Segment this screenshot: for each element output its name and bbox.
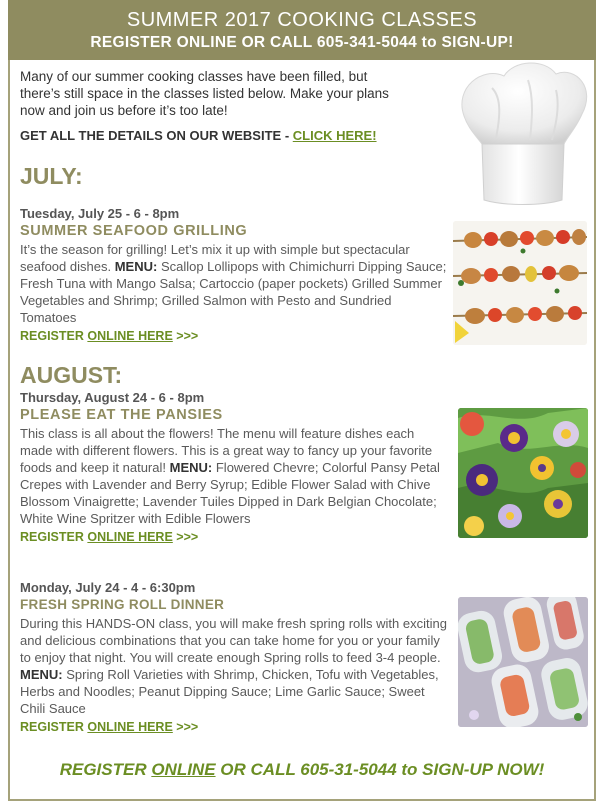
details-prefix: GET ALL THE DETAILS ON OUR WEBSITE - <box>20 128 293 143</box>
event-description <box>20 425 450 527</box>
footer-online-link[interactable]: ONLINE <box>151 760 216 779</box>
fresh-spring-rolls-image <box>458 597 588 727</box>
event-description <box>20 241 450 326</box>
header-subtitle: REGISTER ONLINE OR CALL 605-341-5044 to SIGN-UP! <box>90 34 514 51</box>
register-prefix: REGISTER <box>20 530 88 544</box>
register-link[interactable] <box>20 719 450 735</box>
register-arrows: >>> <box>172 329 199 343</box>
header-title: SUMMER 2017 COOKING CLASSES <box>126 9 478 31</box>
footer-suffix: OR CALL 605-31-5044 to SIGN-UP NOW! <box>215 760 545 779</box>
register-arrows: >>> <box>172 530 199 544</box>
chef-hat-image <box>452 58 592 208</box>
menu-text: Scallop Lollipops with Chimichurri Dipping Sauce; Fresh Tuna with Mango Salsa; Cartoccio (paper pockets) Grilled Summer Vegetables and Shrimp; Grilled Salmon with Pesto and Sundried Tomatoes <box>20 259 447 325</box>
register-prefix: REGISTER <box>20 720 88 734</box>
menu-label: MENU: <box>20 667 63 682</box>
footer-prefix: REGISTER <box>59 760 152 779</box>
event-fresh-spring-roll-dinner <box>20 580 450 735</box>
menu-text: Flowered Chevre; Colorful Pansy Petal Crepes with Lavender and Berry Syrup; Edible Flower Salad with Chive Blossom Vinaigrette; Lavender Tuiles Dipped in Dark Belgian Chocolate; White Wine Spritzer with Edible Flowers <box>20 460 440 526</box>
menu-text: Spring Roll Varieties with Shrimp, Chicken, Tofu with Vegetables, Herbs and Noodles; Peanut Dipping Sauce; Lime Garlic Sauce; Sweet Chili Sauce <box>20 667 439 716</box>
event-description-text: It’s the season for grilling! Let’s mix it up with simple but spectacular seafood dishes. <box>20 242 410 274</box>
event-please-eat-the-pansies <box>20 390 450 545</box>
event-description-text: This class is all about the flowers! The menu will feature dishes each made with different flowers. This is a great way to fancy up your favorite foods and keep it natural! <box>20 426 433 475</box>
register-online-here-link[interactable]: ONLINE HERE <box>87 720 173 734</box>
event-title: FRESH SPRING ROLL DINNER <box>20 597 225 612</box>
register-prefix: REGISTER <box>20 329 88 343</box>
event-date: Thursday, August 24 - 6 - 8pm <box>20 390 205 405</box>
register-arrows: >>> <box>172 720 199 734</box>
event-date: Tuesday, July 25 - 6 - 8pm <box>20 206 180 221</box>
intro-text: Many of our summer cooking classes have been filled, but there’s still space in the classes listed below. Make your plans now and join us before it’s too late! <box>20 69 389 118</box>
footer-register-banner <box>8 760 596 780</box>
register-online-here-link[interactable]: ONLINE HERE <box>87 329 173 343</box>
click-here-link[interactable]: CLICK HERE! <box>292 128 377 143</box>
website-details-line <box>20 128 377 143</box>
event-title: SUMMER SEAFOOD GRILLING <box>20 223 248 239</box>
event-summer-seafood-grilling <box>20 206 450 344</box>
event-date: Monday, July 24 - 4 - 6:30pm <box>20 580 196 595</box>
register-online-here-link[interactable]: ONLINE HERE <box>87 530 173 544</box>
month-july-heading: JULY: <box>20 163 83 189</box>
header-banner <box>8 0 596 60</box>
edible-flower-salad-image <box>458 408 588 538</box>
event-title: PLEASE EAT THE PANSIES <box>20 407 223 423</box>
event-description <box>20 615 450 717</box>
event-description-text: During this HANDS-ON class, you will make fresh spring rolls with exciting and delicious combinations that you can take home for you or your family to enjoy that night. You will create enough Spring rolls to feed 3-4 people. <box>20 616 447 665</box>
month-august-heading: AUGUST: <box>20 362 123 388</box>
menu-label: MENU: <box>114 259 158 274</box>
grilled-seafood-skewers-image <box>453 221 587 345</box>
register-link[interactable] <box>20 529 450 545</box>
register-link[interactable] <box>20 328 450 344</box>
menu-label: MENU: <box>169 460 213 475</box>
